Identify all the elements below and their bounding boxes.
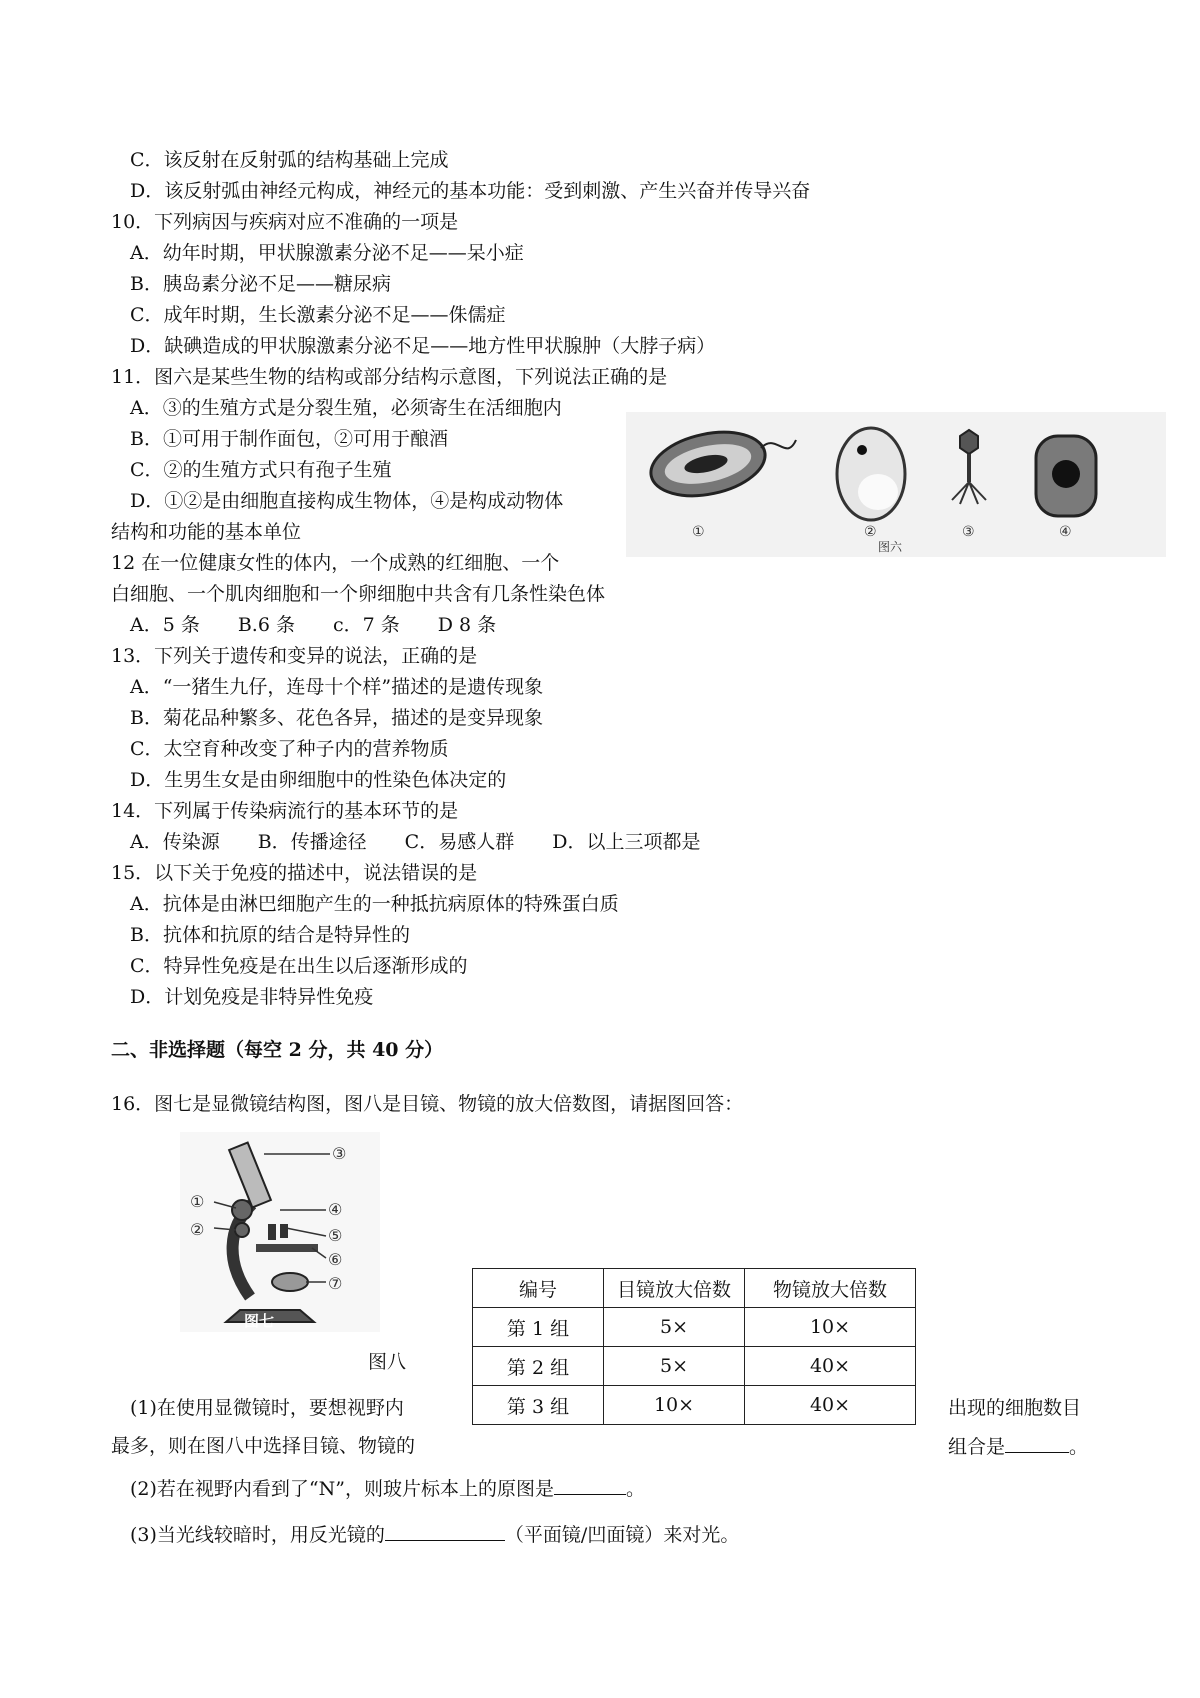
q16-part2-text: (2)若在视野内看到了“N”，则玻片标本上的原图是	[130, 1478, 554, 1500]
q15-option-a: A．抗体是由淋巴细胞产生的一种抵抗病原体的特殊蛋白质	[130, 893, 619, 915]
figure-six-label-3: ③	[962, 524, 975, 540]
figure-seven-label-2: ②	[190, 1220, 205, 1239]
q16-part1-prompt: 组合是	[948, 1436, 1006, 1458]
q10-stem: 10．下列病因与疾病对应不准确的一项是	[111, 211, 459, 233]
figure-six	[626, 412, 1166, 557]
section-heading: 二、非选择题（每空 2 分，共 40 分）	[111, 1039, 444, 1061]
q16-part1-line1-cont: 出现的细胞数目	[948, 1397, 1082, 1419]
table-cell: 40×	[745, 1347, 916, 1386]
q11-option-b: B．①可用于制作面包，②可用于酿酒	[130, 428, 448, 450]
table-cell: 5×	[604, 1347, 745, 1386]
figure-seven-label-5: ⑤	[328, 1226, 343, 1245]
figure-seven	[180, 1132, 380, 1332]
table-cell: 第 3 组	[473, 1386, 604, 1425]
figure-seven-label-6: ⑥	[328, 1250, 343, 1269]
q11-stem: 11．图六是某些生物的结构或部分结构示意图，下列说法正确的是	[111, 366, 668, 388]
q9-option-d: D．该反射弧由神经元构成，神经元的基本功能：受到刺激、产生兴奋并传导兴奋	[130, 180, 811, 202]
q13-option-c: C．太空育种改变了种子内的营养物质	[130, 738, 449, 760]
q16-part3-text: (3)当光线较暗时，用反光镜的	[130, 1524, 385, 1546]
table-header-cell: 目镜放大倍数	[604, 1269, 745, 1308]
answer-blank-3[interactable]	[385, 1520, 505, 1541]
table-cell: 40×	[745, 1386, 916, 1425]
q15-option-b: B．抗体和抗原的结合是特异性的	[130, 924, 410, 946]
table-cell: 第 1 组	[473, 1308, 604, 1347]
figure-seven-label-7: ⑦	[328, 1274, 343, 1293]
table-cell: 10×	[604, 1386, 745, 1425]
table-cell: 5×	[604, 1308, 745, 1347]
q11-option-d-line1: D．①②是由细胞直接构成生物体，④是构成动物体	[130, 490, 564, 512]
q9-option-c: C．该反射在反射弧的结构基础上完成	[130, 149, 449, 171]
figure-seven-label-3: ③	[332, 1144, 347, 1163]
table-header-cell: 编号	[473, 1269, 604, 1308]
q10-option-d: D．缺碘造成的甲状腺激素分泌不足——地方性甲状腺肿（大脖子病）	[130, 335, 716, 357]
answer-blank-2[interactable]	[554, 1474, 626, 1495]
q11-option-a: A．③的生殖方式是分裂生殖，必须寄生在活细胞内	[130, 397, 562, 419]
figure-six-label-4: ④	[1059, 524, 1072, 540]
q15-option-c: C．特异性免疫是在出生以后逐渐形成的	[130, 955, 468, 977]
table-row	[473, 1347, 916, 1386]
figure-six-label-1: ①	[692, 524, 705, 540]
q10-option-a: A．幼年时期，甲状腺激素分泌不足——呆小症	[130, 242, 524, 264]
figure-six-caption: 图六	[878, 540, 903, 554]
table-header-cell: 物镜放大倍数	[745, 1269, 916, 1308]
q13-option-a: A．“一猪生九仔，连母十个样”描述的是遗传现象	[130, 676, 544, 698]
figure-eight-label: 图八	[368, 1351, 407, 1373]
q13-stem: 13．下列关于遗传和变异的说法，正确的是	[111, 645, 478, 667]
table-row	[473, 1386, 916, 1425]
q10-option-b: B．胰岛素分泌不足——糖尿病	[130, 273, 391, 295]
table-cell: 10×	[745, 1308, 916, 1347]
table-header-row	[473, 1269, 916, 1308]
q15-stem: 15．以下关于免疫的描述中，说法错误的是	[111, 862, 478, 884]
figure-seven-label-1: ①	[190, 1192, 205, 1211]
q10-option-c: C．成年时期，生长激素分泌不足——侏儒症	[130, 304, 506, 326]
q12-stem-line1: 12 在一位健康女性的体内，一个成熟的红细胞、一个	[111, 552, 560, 574]
q13-option-b: B．菊花品种繁多、花色各异，描述的是变异现象	[130, 707, 543, 729]
q16-stem: 16．图七是显微镜结构图，图八是目镜、物镜的放大倍数图，请据图回答：	[111, 1093, 744, 1115]
q12-options: A．5 条 B.6 条 c．7 条 D 8 条	[130, 614, 497, 636]
q16-part1-answer-line	[948, 1432, 1088, 1461]
q15-option-d: D．计划免疫是非特异性免疫	[130, 986, 374, 1008]
q13-option-d: D．生男生女是由卵细胞中的性染色体决定的	[130, 769, 507, 791]
figure-seven-caption: 图七	[244, 1312, 275, 1330]
figure-six-drawing	[626, 412, 1166, 557]
q16-part3	[130, 1520, 739, 1549]
q16-part2	[130, 1474, 645, 1503]
q16-part3-end: （平面镜/凹面镜）来对光。	[504, 1524, 740, 1546]
table-row	[473, 1308, 916, 1347]
q16-part1-line1: (1)在使用显微镜时，要想视野内	[130, 1397, 404, 1419]
figure-seven-label-4: ④	[328, 1200, 343, 1219]
magnification-table	[472, 1268, 916, 1425]
answer-blank-1[interactable]	[1005, 1432, 1069, 1453]
table-cell: 第 2 组	[473, 1347, 604, 1386]
q11-option-d-line2: 结构和功能的基本单位	[111, 521, 302, 543]
q14-options: A．传染源 B．传播途径 C．易感人群 D．以上三项都是	[130, 831, 701, 853]
figure-six-label-2: ②	[864, 524, 877, 540]
q14-stem: 14．下列属于传染病流行的基本环节的是	[111, 800, 459, 822]
q12-stem-line2: 白细胞、一个肌肉细胞和一个卵细胞中共含有几条性染色体	[111, 583, 606, 605]
q16-part1-end: 。	[1069, 1436, 1089, 1458]
figure-seven-drawing	[180, 1132, 380, 1332]
q16-part1-line2: 最多，则在图八中选择目镜、物镜的	[111, 1435, 416, 1457]
q16-part2-end: 。	[625, 1478, 645, 1500]
q11-option-c: C．②的生殖方式只有孢子生殖	[130, 459, 392, 481]
